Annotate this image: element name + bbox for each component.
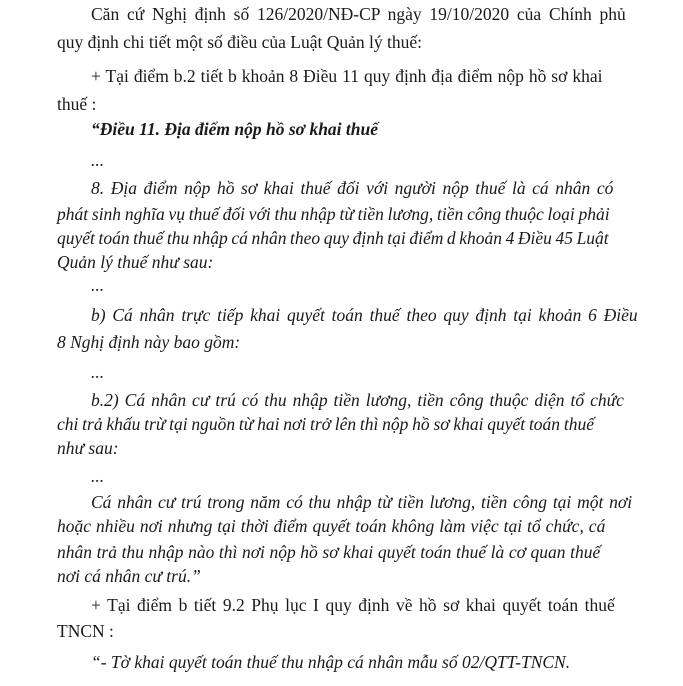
- line-22: nơi cá nhân cư trú.”: [57, 566, 201, 586]
- line-25: “- Tờ khai quyết toán thuế thu nhập cá nhân mẫu số 02/QTT-TNCN.: [91, 652, 571, 672]
- article-heading: “Điều 11. Địa điểm nộp hồ sơ khai thuế: [91, 119, 379, 139]
- line-23: + Tại điểm b tiết 9.2 Phụ lục I quy định về hồ sơ khai quyết toán thuế: [91, 595, 615, 615]
- line-4: thuế :: [57, 94, 97, 114]
- line-3: + Tại điểm b.2 tiết b khoản 8 Điều 11 quy định địa điểm nộp hồ sơ khai: [91, 66, 603, 86]
- line-12: b) Cá nhân trực tiếp khai quyết toán thuế theo quy định tại khoản 6 Điều: [91, 305, 638, 325]
- line-13: 8 Nghị định này bao gồm:: [57, 332, 241, 352]
- line-10: Quản lý thuế như sau:: [57, 252, 214, 272]
- line-2: quy định chi tiết một số điều của Luật Quản lý thuế:: [57, 32, 422, 52]
- line-17: như sau:: [57, 438, 119, 458]
- line-16: chi trả khấu trừ tại nguồn từ hai nơi trở lên thì nộp hồ sơ khai quyết toán thuế: [57, 414, 594, 434]
- line-24: TNCN :: [57, 621, 114, 641]
- ellipsis-3: ...: [91, 362, 105, 382]
- line-21: nhân trả thu nhập nào thì nơi nộp hồ sơ khai quyết toán thuế là cơ quan thuế: [57, 542, 601, 562]
- line-8: phát sinh nghĩa vụ thuế đối với thu nhập từ tiền lương, tiền công thuộc loại phải: [57, 204, 610, 224]
- line-9: quyết toán thuế thu nhập cá nhân theo quy định tại điểm d khoản 4 Điều 45 Luật: [57, 228, 609, 248]
- line-15: b.2) Cá nhân cư trú có thu nhập tiền lương, tiền công thuộc diện tổ chức: [91, 390, 624, 410]
- line-7: 8. Địa điểm nộp hồ sơ khai thuế đối với người nộp thuế là cá nhân có: [91, 178, 614, 198]
- ellipsis-4: ...: [91, 466, 105, 486]
- ellipsis-1: ...: [91, 150, 105, 170]
- ellipsis-2: ...: [91, 275, 105, 295]
- line-1: Căn cứ Nghị định số 126/2020/NĐ-CP ngày 19/10/2020 của Chính phủ: [91, 4, 626, 24]
- line-20: hoặc nhiều nơi nhưng tại thời điểm quyết toán không làm việc tại tổ chức, cá: [57, 516, 606, 536]
- line-19: Cá nhân cư trú trong năm có thu nhập từ tiền lương, tiền công tại một nơi: [91, 492, 633, 512]
